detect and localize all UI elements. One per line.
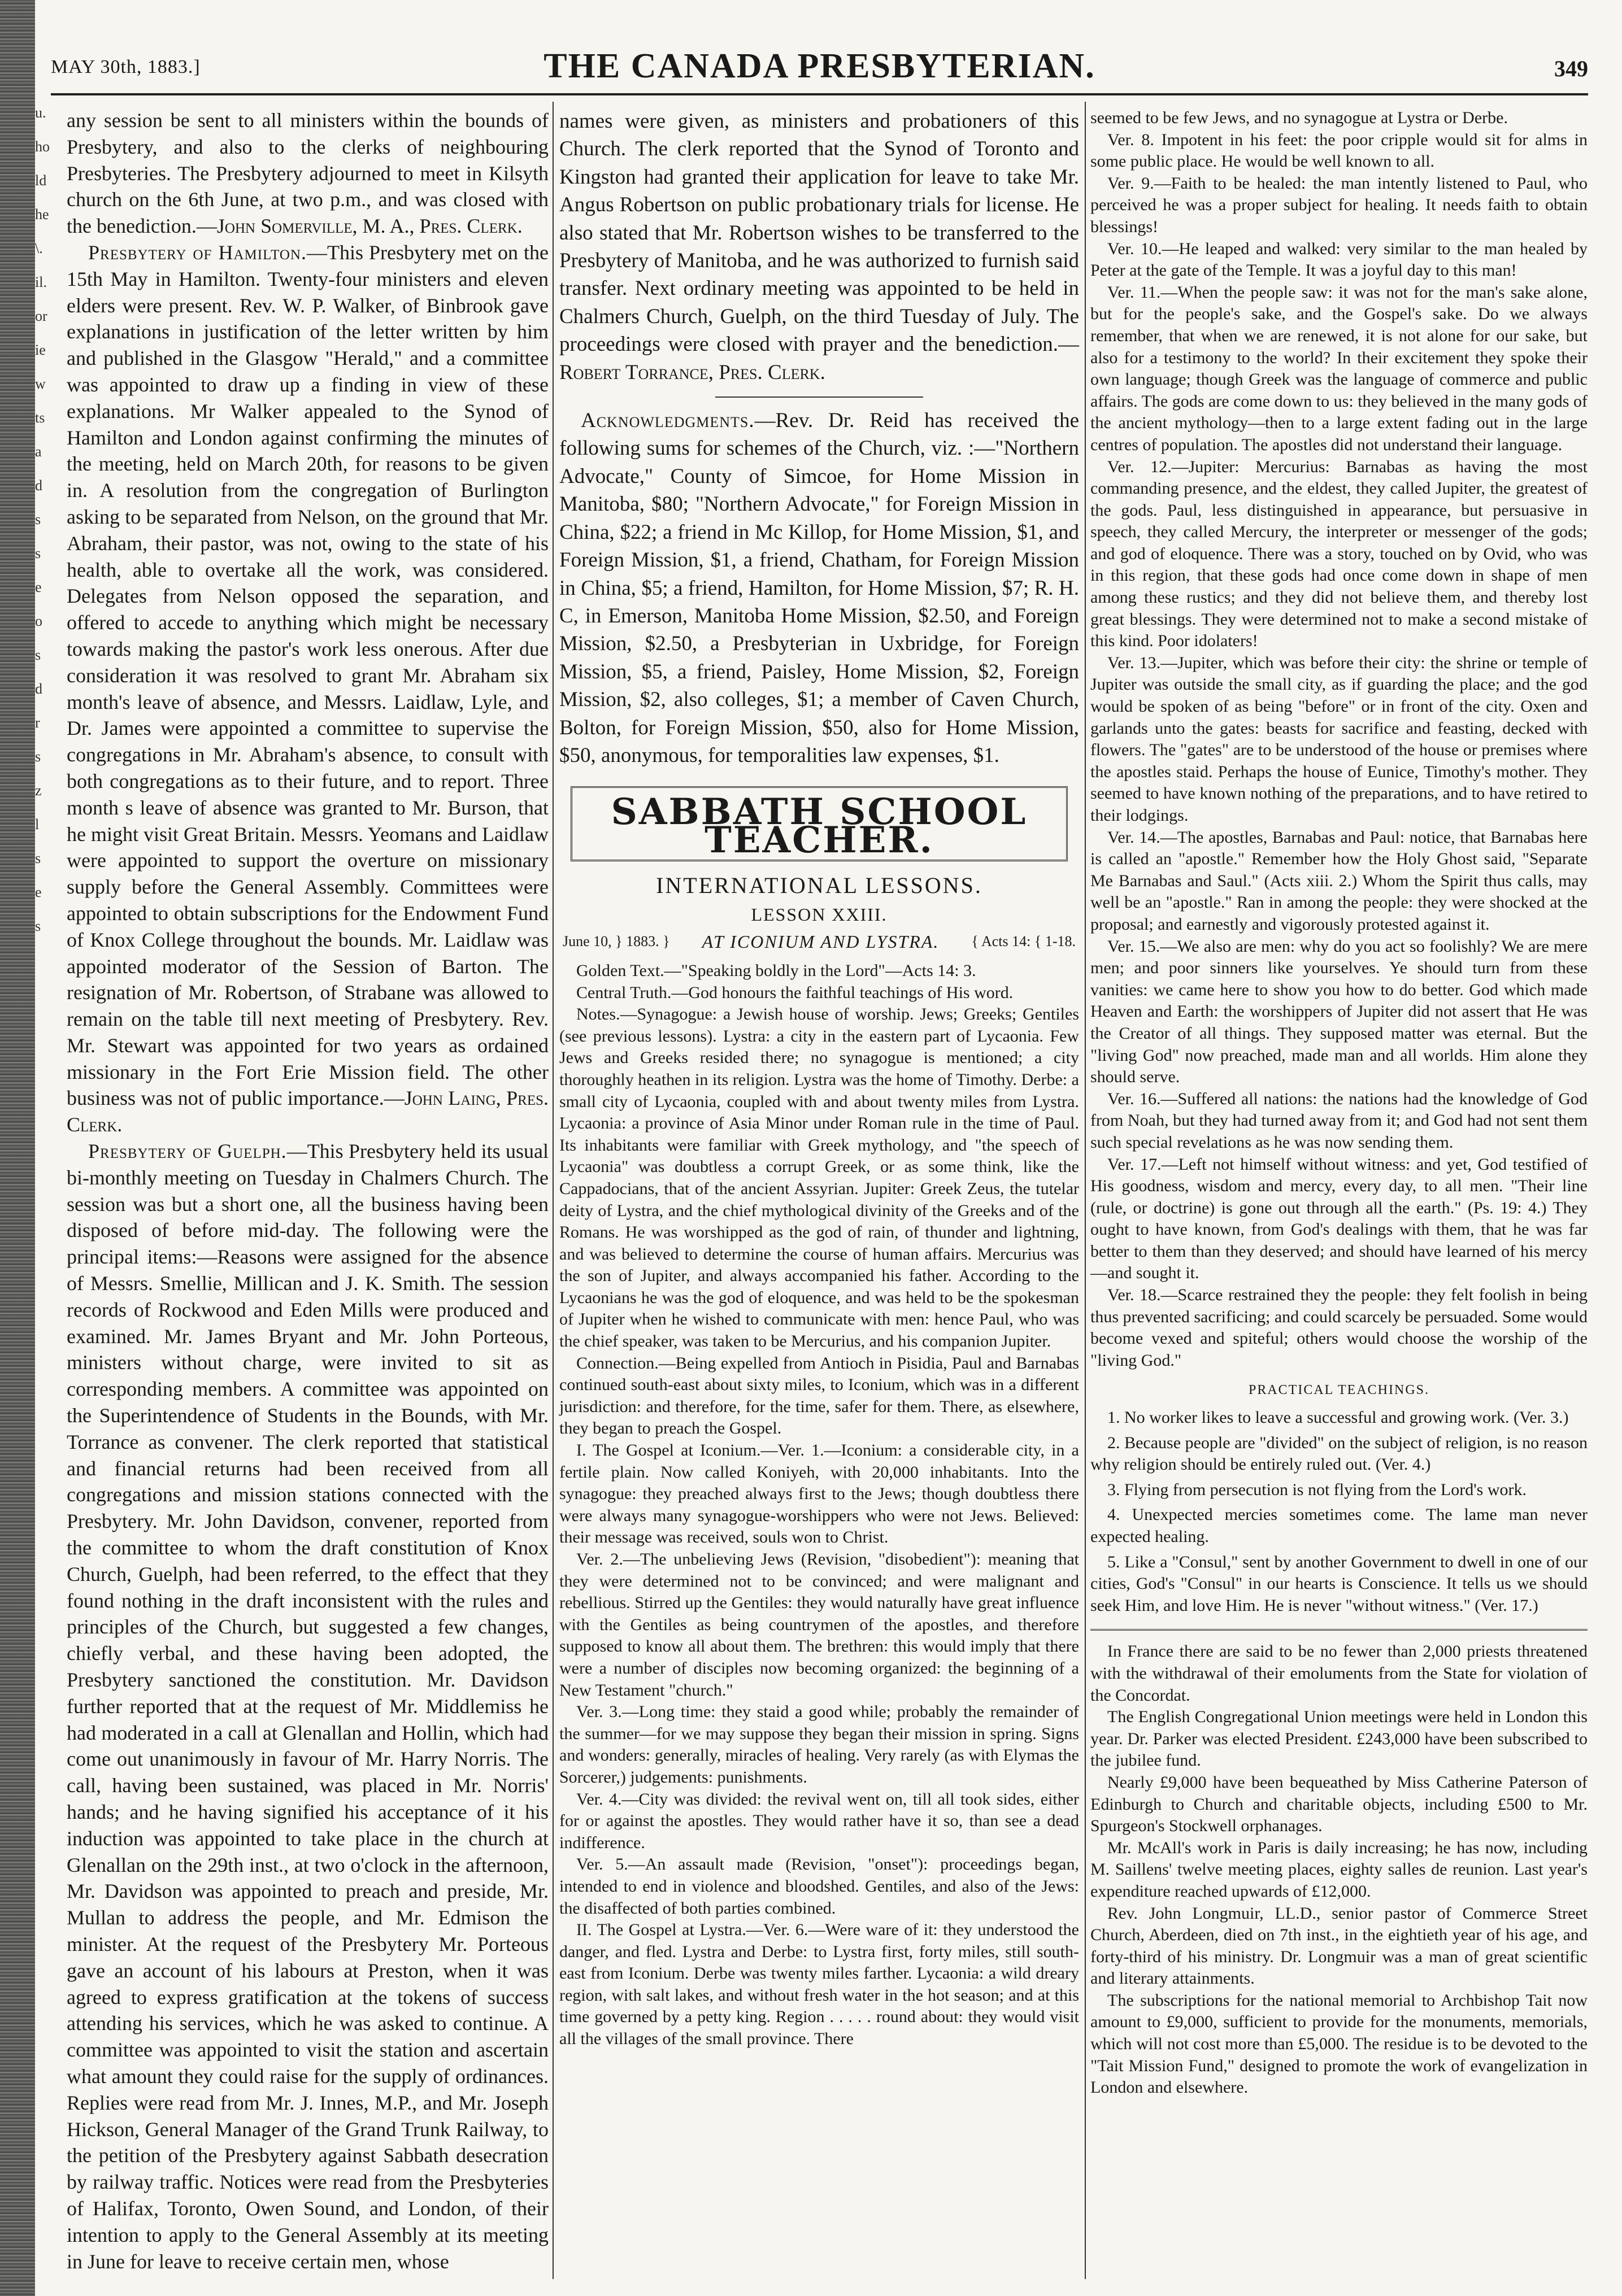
gospel-at-lystra: II. The Gospel at Lystra.—Ver. 6.—Were ware of it: they understood the danger, and fled. Lystra and Derbe: to Lystra first, forty miles, still south-east from Iconium. Derbe was twenty miles farther. Lycaonia: a wild dreary region, with salt lakes, and without fresh water in the hot season; and at this time governed by a petty king. Region . . . . . round about: they would visit all the villages of the small province. There (559, 1920, 1079, 2049)
verse-9: Ver. 9.—Faith to be healed: the man intently listened to Paul, who perceived he was a proper subject for healing. It needs faith to obtain blessings! (1090, 173, 1588, 236)
gutter-mark: r (35, 714, 40, 731)
gutter-mark: a (35, 443, 42, 460)
verse-5: Ver. 5.—An assault made (Revision, "onset"): proceedings began, intended to end in violence and bloodshed. Gentiles, and also of the Jews: the disaffected of both parties combined. (559, 1855, 1079, 1918)
gutter-mark: s (35, 647, 41, 663)
gutter-mark: s (35, 748, 41, 765)
gutter-mark: he (35, 206, 49, 223)
verse-17: Ver. 17.—Left not himself without witness: and yet, God testified of His goodness, wisdom and mercy, every day, to all men. "Their line (rule, or doctrine) is gone out through all the earth." (Ps. 19: 4.) They ought to have known, from God's dealings with them, that he was far better to them than they deserved; and should have learned of his mercy—and sought it. (1090, 1154, 1588, 1283)
verse-4: Ver. 4.—City was divided: the revival went on, till all took sides, either for or against the apostles. They would rather have it so, than see a dead indifference. (559, 1789, 1079, 1852)
gutter-mark: il. (35, 274, 47, 290)
verse-14: Ver. 14.—The apostles, Barnabas and Paul: notice, that Barnabas here is called an "apostle." Remember how the Holy Ghost said, "Separate Me Barnabas and Saul." (Acts xiii. 2.) Whom the Spirit thus calls, may well be an "apostle." Ran in among the people: they were shocked at the proposal; and earnestly and vigorously protested against it. (1090, 827, 1588, 934)
signature: John Somerville, M. A., Pres. Clerk. (216, 215, 523, 238)
header-rule (51, 93, 1588, 95)
lesson-body (559, 960, 1079, 2050)
verse-3: Ver. 3.—Long time: they staid a good while; probably the remainder of the summer—for we may suppose they began their mission in spring. Signs and wonders: generally, miracles of healing. Very rarely (as with Elymas the Sorcerer,) judgements: punishments. (559, 1702, 1079, 1787)
paragraph-guelph: Presbytery of Guelph.—This Presbytery held its usual bi-monthly meeting on Tuesday in Chalmers Church. The session was but a short one, all the business having been disposed of before mid-day. The following were the principal items:—Reasons were assigned for the absence of Messrs. Smellie, Millican and J. K. Smith. The session records of Rockwood and Eden Mills were produced and examined. Mr. James Bryant and Mr. John Porteous, ministers without charge, were invited to sit as corresponding members. A committee was appointed on the Superintendence of Students in the Bounds, with Mr. Torrance as convener. The clerk reported that statistical and financial returns had been received from all congregations and mission stations connected with the Presbytery. Mr. John Davidson, convener, reported from the committee to whom the draft constitution of Knox Church, Guelph, had been referred, to the effect that they found nothing in the draft inconsistent with the rules and principles of the Church, but suggested a few changes, chiefly verbal, and these having been adopted, the Presbytery sanctioned the constitution. Mr. Davidson further reported that at the request of Mr. Middlemiss he had moderated in a call at Glenallan and Hollin, which had come out unanimously in favour of Mr. Harry Norris. The call, having been sustained, was placed in Mr. Norris' hands; and he having signified his acceptance of it his induction was appointed to take place in the church at Glenallan on the 29th inst., at two o'clock in the afternoon, Mr. Davidson was appointed to preach and preside, Mr. Mullan to address the people, and Mr. Edmison the minister. At the request of the Presbytery Mr. Porteous gave an account of his labours at Preston, when it was agreed to express gratification at the tokens of success attending his services, which he was asked to continue. A committee was appointed to visit the station and ascertain what amount they could raise for the supply of ordinances. Replies were read from Mr. J. Innes, M.P., and Mr. Joseph Hickson, General Manager of the Grand Trunk Railway, to the petition of the Presbytery against Sabbath desecration by railway traffic. Notices were read from the Presbyteries of Halifax, Toronto, Owen Sound, and London, of their intention to apply to the General Assembly at its meeting in June for leave to receive certain men, whose (67, 1140, 549, 2273)
news-item: The English Congregational Union meetings were held in London this year. Dr. Parker was elected President. £243,000 have been subscribed to the jubilee fund. (1090, 1707, 1588, 1770)
lesson-title: AT ICONIUM AND LYSTRA. (702, 931, 940, 952)
gutter-mark: d (35, 477, 42, 494)
gutter-mark: e (35, 579, 42, 595)
paragraph-acknowledgments: Acknowledgments.—Rev. Dr. Reid has received the following sums for schemes of the Church, viz. :—"Northern Advocate," County of Simcoe, for Home Mission in Manitoba, $80; "Northern Advocate," for Foreign Mission in China, $22; a friend in Mc Killop, for Home Mission, $1, and Foreign Mission, $1, a friend, Chatham, for Foreign Mission in China, $5; a friend, Hamilton, for Home Mission, $7; R. H. C, in Emerson, Manitoba Home Mission, $2.50, and Foreign Mission, $2.50, a Presbyterian in Uxbridge, for Foreign Mission, $5, a friend, Paisley, Home Mission, $2, Foreign Mission, $2, also colleges, $1; a member of Caven Church, Bolton, for Foreign Mission, $50, also for Home Mission, $50, anonymous, for temporalities law expenses, $1. (559, 409, 1079, 767)
divider (715, 397, 923, 398)
scan-binding-strip (0, 0, 35, 2296)
section-heading: Presbytery of Hamilton. (88, 241, 307, 264)
header-date: MAY 30th, 1883.] (51, 56, 201, 77)
gutter-mark: z (35, 782, 42, 799)
gutter-mark: ld (35, 172, 47, 189)
news-item: Mr. McAll's work in Paris is daily increasing; he has now, including M. Saillens' twelve meeting places, eighty salles de reunion. Last year's expenditure reached upwards of £12,000. (1090, 1838, 1588, 1901)
column-rule-1 (553, 102, 554, 2279)
gutter-mark: ho (35, 138, 50, 155)
practical-teachings-heading: PRACTICAL TEACHINGS. (1248, 1383, 1430, 1398)
teaching-item: 4. Unexpected mercies sometimes come. The lame man never expected healing. (1090, 1505, 1588, 1546)
sabbath-school-banner: SABBATH SCHOOL TEACHER. (571, 786, 1068, 861)
gutter-mark: s (35, 850, 41, 866)
verse-12: Ver. 12.—Jupiter: Mercurius: Barnabas as having the most commanding presence, and the eldest, they called Jupiter, the greatest of the gods. Paul, less distinguished in appearance, but persuasive in speech, they called Mercury, the interpreter or messenger of the gods; and god of eloquence. There was a story, touched on by Ovid, who was in this region, that these gods had once come down in shape of men among these rustics; and they did not believe them, and thereby lost great blessings. They were determined not to make a second mistake of this kind. Poor idolaters! (1090, 457, 1588, 651)
news-item: Nearly £9,000 have been bequeathed by Miss Catherine Paterson of Edinburgh to Church and charitable objects, including £500 to Mr. Spurgeon's Stockwell orphanages. (1090, 1772, 1588, 1836)
verse-13: Ver. 13.—Jupiter, which was before their city: the shrine or temple of Jupiter was outside the small city, as if guarding the place; and the god would be spoken of as being "before" or in front of the city. Oxen and garlands unto the gates: beasts for sacrifice and feasting, decked with flowers. The "gates" are to be understood of the house or premises where the apostles staid. Perhaps the house of Eunice, Timothy's mother. They seemed to have known nothing of the preparations, and to have retired to their lodgings. (1090, 653, 1588, 825)
teaching-item: 2. Because people are "divided" on the subject of religion, is no reason why religion should be entirely ruled out. (Ver. 4.) (1090, 1433, 1588, 1474)
column-rule-2 (1085, 102, 1086, 2279)
verse-18: Ver. 18.—Scarce restrained they the people: they felt foolish in being thus prevented sacrificing; and could scarcely be persuaded. Some would become vexed and spiteful; others would choose the worship of the "living God." (1090, 1286, 1588, 1370)
lesson-date: June 10, } 1883. } (563, 933, 670, 949)
gutter-mark: ie (35, 342, 46, 358)
lesson-line (563, 933, 1076, 950)
notes: Notes.—Synagogue: a Jewish house of worship. Jews; Greeks; Gentiles (see previous lessons). Lystra: a city in the eastern part of Lycaonia. Few Jews and Greeks resided there; no synagogue is mentioned; a city thoroughly heathen in its religion. Lystra was the home of Timothy. Derbe: a small city of Lycaonia, coupled with and about twenty miles from Lystra. Lycaonia: a province of Asia Minor under Roman rule in the time of Paul. Its inhabitants were familiar with Greek mythology, and "the speech of Lycaonia" was doubtless a corrupt Greek, or as some think, like the Cappadocians, that of the ancient Assyrian. Jupiter: Greek Zeus, the tutelar deity of Lystra, and the chief mythological divinity of the Greeks and of the Romans. He was worshipped as the god of rain, of thunder and lightning, and was believed to determine the course of human affairs. Mercurius was the son of Jupiter, and always accompanied his father. According to the Lycaonians he was the god of eloquence, and was held to be the spokesman of Jupiter when he wished to communicate with men: hence Paul, who was the chief speaker, was taken to be Mercurius, and his companion Jupiter. (559, 1005, 1079, 1351)
lesson-number: LESSON XXIII. (751, 904, 888, 925)
paragraph: names were given, as ministers and probationers of this Church. The clerk reported that the Synod of Toronto and Kingston had granted their application for leave to take Mr. Angus Robertson on public probationary trials for license. He also stated that Mr. Robertson wishes to be transferred to the Presbytery of Manitoba, and he was authorized to furnish said transfer. Next ordinary meeting was appointed to be held in Chalmers Church, Guelph, on the third Tuesday of July. The proceedings were closed with prayer and the benediction.—Robert Torrance, Pres. Clerk. (559, 110, 1079, 384)
verse-16: Ver. 16.—Suffered all nations: the nations had the knowledge of God from Noah, but they had turned away from it; and God had not sent them such special revelations as he was now sending them. (1090, 1089, 1588, 1152)
gutter-mark: \. (35, 240, 43, 256)
lessons-heading: INTERNATIONAL LESSONS. (656, 873, 982, 899)
gutter-mark: ts (35, 409, 45, 426)
verse-10: Ver. 10.—He leaped and walked: very similar to the man healed by Peter at the gate of the Temple. It was a joyful day to this man! (1090, 239, 1588, 280)
news-item: The subscriptions for the national memorial to Archbishop Tait now amount to £9,000, sufficient to provide for the monuments, memorials, which will not cost more than £5,000. The residue is to be devoted to the "Tait Mission Fund," designed to promote the work of evangelization in London and elsewhere. (1090, 1990, 1588, 2097)
lesson-reference: { Acts 14: { 1-18. (971, 933, 1076, 949)
gutter-mark: or (35, 308, 47, 324)
divider (1090, 1629, 1588, 1631)
teaching-item: 3. Flying from persecution is not flying from the Lord's work. (1107, 1480, 1527, 1499)
middle-column (559, 107, 1079, 2050)
central-truth: Central Truth.—God honours the faithful teachings of His word. (576, 983, 1014, 1002)
page-header (51, 46, 1588, 92)
practical-teachings (1090, 1407, 1588, 1617)
verse-8: Ver. 8. Impotent in his feet: the poor cripple would sit for alms in some public place. He would be well known to all. (1090, 130, 1588, 171)
paragraph: seemed to be few Jews, and no synagogue at Lystra or Derbe. (1090, 108, 1508, 127)
verse-2: Ver. 2.—The unbelieving Jews (Revision, "disobedient"): meaning that they were determined not to be convinced; and were malignant and rebellious. Stirred up the Gentiles: they would naturally have great influence with the Gentiles as being countrymen of the apostles, and therefore supposed to know all about them. The brethren: this would imply that there were a number of disciples now becoming organized: the beginning of a New Testament "church." (559, 1550, 1079, 1700)
signature: Robert Torrance, Pres. Clerk. (559, 360, 825, 384)
gutter-marks (35, 96, 58, 2276)
newspaper-title: THE CANADA PRESBYTERIAN. (543, 47, 1095, 85)
teaching-item: 5. Like a "Consul," sent by another Government to dwell in one of our cities, God's "Consul" in our hearts is Conscience. It tells us we should seek Him, and love Him. He is never "without witness." (Ver. 17.) (1090, 1552, 1588, 1615)
signature: John Laing, Pres. Clerk. (67, 1087, 549, 1136)
gutter-mark: s (35, 545, 41, 561)
section-heading: Presbytery of Guelph. (88, 1140, 287, 1163)
verse-15: Ver. 15.—We also are men: why do you act so foolishly? We are mere men; and poor sinners like yourselves. Ye should turn from these vanities: we came here to show you how to do better. God which made Heaven and Earth: the worshippers of Jupiter did not assert that He was the Creator of all things. They supposed matter was eternal. But the "living God" now preached, made man and all worlds. Him alone they should serve. (1090, 936, 1588, 1087)
paragraph-hamilton: Presbytery of Hamilton.—This Presbytery met on the 15th May in Hamilton. Twenty-four ministers and eleven elders were present. Rev. W. P. Walker, of Binbrook gave explanations in justification of the letter written by him and published in the Glasgow "Herald," and a committee was appointed to draw up a finding in view of these explanations. Mr Walker appealed to the Synod of Hamilton and London against confirming the minutes of the meeting, held on March 20th, for reasons to be given in. A resolution from the congregation of Burlington asking to be separated from Nelson, on the ground that Mr. Abraham, their pastor, was not, owing to the state of his health, able to overtake all the work, was considered. Delegates from Nelson opposed the separation, and offered to accede to anything which might be necessary towards making the pastor's work less onerous. After due consideration it was resolved to grant Mr. Abraham six month's leave of absence, and Messrs. Laidlaw, Lyle, and Dr. James were appointed a committee to supervise the congregations in Mr. Abraham's absence, to consult with both congregations as to their future, and to report. Three month s leave of absence was granted to Mr. Burson, that he might visit Great Britain. Messrs. Yeomans and Laidlaw were appointed to support the overture on missionary supply before the General Assembly. Committees were appointed to obtain subscriptions for the Endowment Fund of Knox College throughout the bounds. Mr. Laidlaw was appointed moderator of the Session of Barton. The resignation of Mr. Robertson, of Strabane was allowed to remain on the table till next meeting of Presbytery. Rev. Mr. Stewart was appointed for two years as ordained missionary in the Fort Erie Mission field. The other business was not of public importance.—John Laing, Pres. Clerk. (67, 241, 549, 1136)
gutter-mark: w (35, 376, 46, 392)
page-number: 349 (1554, 56, 1588, 81)
gutter-mark: l (35, 816, 40, 833)
gutter-mark: s (35, 511, 41, 528)
gutter-mark: s (35, 918, 41, 934)
gutter-mark: d (35, 681, 42, 697)
golden-text: Golden Text.—"Speaking boldly in the Lord"—Acts 14: 3. (576, 961, 976, 980)
news-item: In France there are said to be no fewer than 2,000 priests threatened with the withdrawal of their emoluments from the State for violation of the Concordat. (1090, 1642, 1588, 1705)
right-column (1090, 107, 1588, 2099)
verse-11: Ver. 11.—When the people saw: it was not for the man's sake alone, but for the people's sake, and the Gospel's sake. Do we always remember, that when we are renewed, it is not alone for our sake, but also for a testimony to the world? In their excitement they spoke their own language; though Greek was the language of commerce and public affairs. The gods are come down to us: they believed in the many gods of the ancient mythology—then to a large extent fading out in the large centres of population. The apostles did not understand their language. (1090, 282, 1588, 454)
section-heading: Acknowledgments. (581, 409, 755, 433)
gutter-mark: e (35, 884, 42, 900)
gospel-at-iconium: I. The Gospel at Iconium.—Ver. 1.—Iconium: a considerable city, in a fertile plain. Now called Koniyeh, with 20,000 inhabitants. Into the synagogue: they preached always first to the Jews; though doubtless there were always many synagogue-worshippers who were not Jews. Believed: their message was received, souls won to Christ. (559, 1441, 1079, 1547)
gutter-mark: o (35, 613, 42, 629)
left-column (67, 107, 549, 2275)
teaching-item: 1. No worker likes to leave a successful and growing work. (Ver. 3.) (1107, 1408, 1569, 1427)
paragraph: any session be sent to all ministers within the bounds of Presbytery, and also to the clerks of neighbouring Presbyteries. The Presbytery adjourned to meet in Kilsyth church on the 6th June, at two p.m., and was closed with the benediction.—John Somerville, M. A., Pres. Clerk. (67, 109, 549, 238)
connection: Connection.—Being expelled from Antioch in Pisidia, Paul and Barnabas continued south-east about sixty miles, to Iconium, which was in a different jurisdiction: and therefore, for the time, safer for them. There, as elsewhere, they began to preach the Gospel. (559, 1353, 1079, 1438)
news-item: Rev. John Longmuir, LL.D., senior pastor of Commerce Street Church, Aberdeen, died on 7th inst., in the eightieth year of his age, and forty-third of his ministry. Dr. Longmuir was a man of great scientific and literary attainments. (1090, 1903, 1588, 1988)
gutter-mark: u. (35, 104, 46, 121)
